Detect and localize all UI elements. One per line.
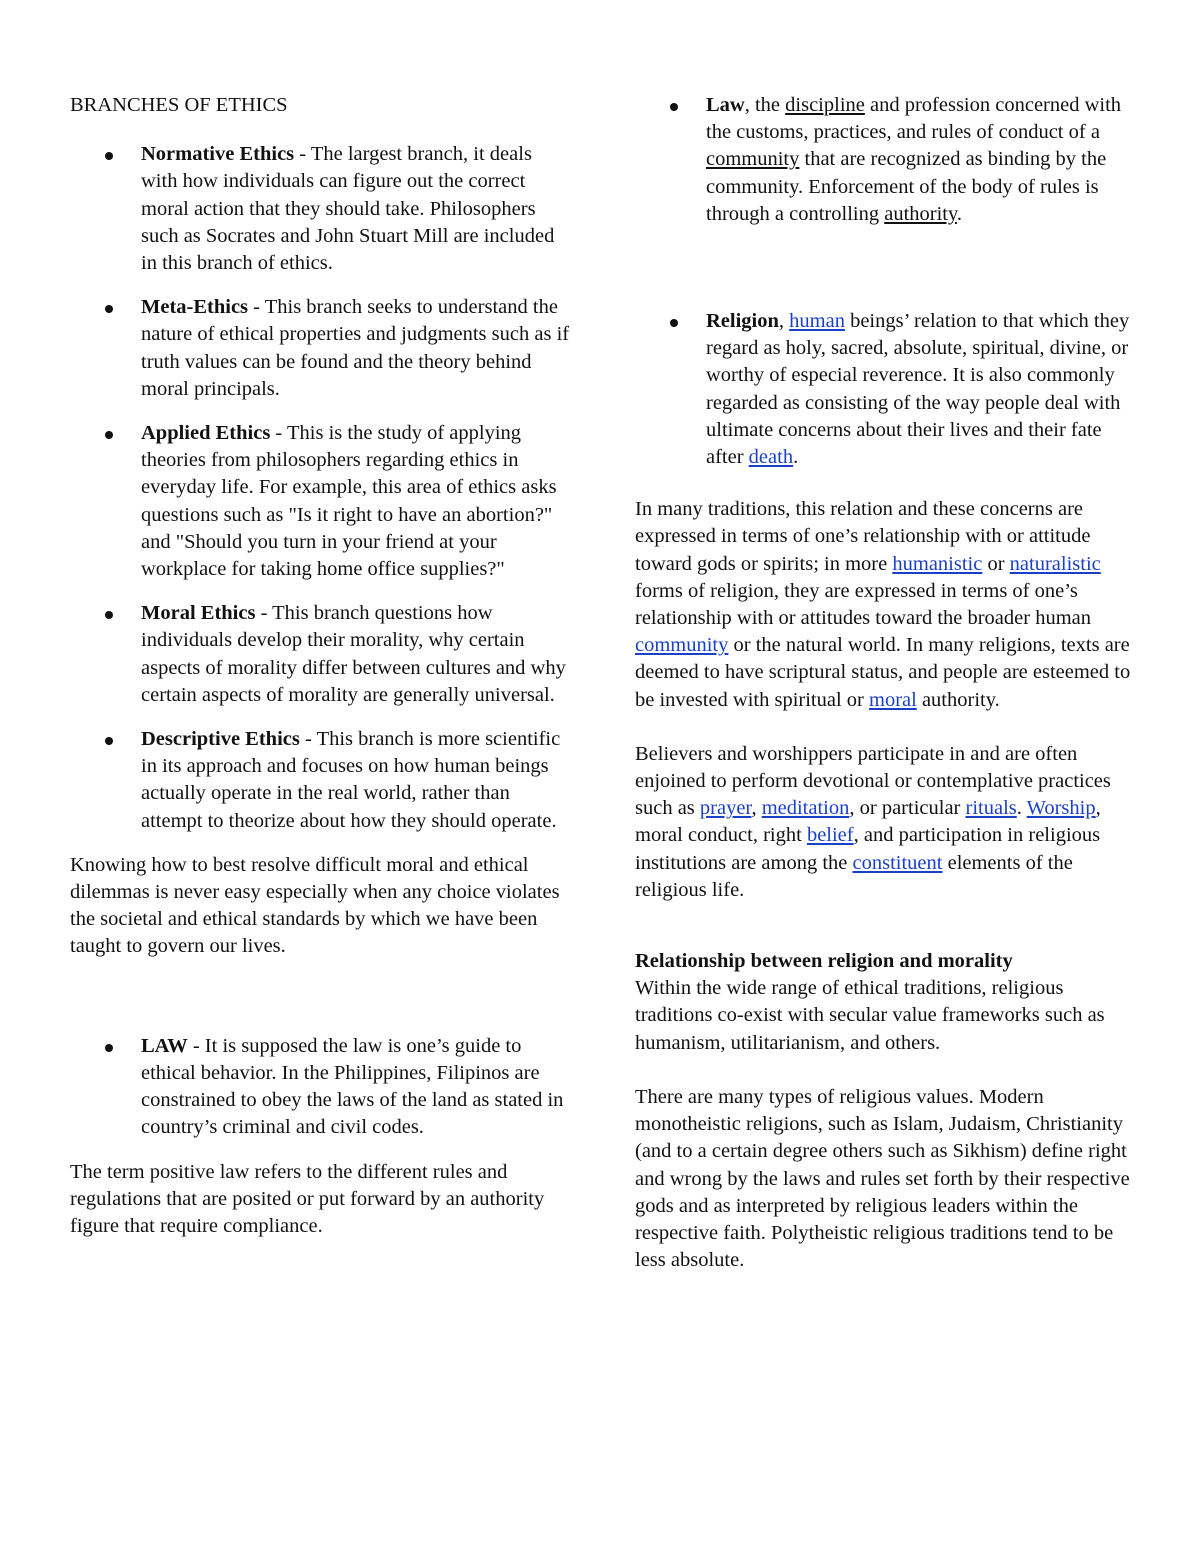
constituent-link[interactable]: constituent (852, 851, 943, 874)
branch-text: - This branch questions how individuals develop their morality, why certain aspects of morality differ between cultures and why certain aspects of morality are generally universal. (141, 602, 566, 706)
humanistic-link[interactable]: humanistic (892, 552, 983, 575)
branch-term: Moral Ethics (141, 602, 256, 625)
list-item (70, 294, 570, 403)
positive-law-paragraph: The term positive law refers to the different rules and regulations that are posited or put forward by an authority figure that require compliance. (70, 1160, 545, 1237)
bullet-icon (105, 431, 113, 439)
paragraph-text: In many traditions, this relation and these concerns are expressed in terms of one’s relationship with or attitude toward gods or spirits; in more (635, 498, 1091, 575)
law-term: LAW (141, 1034, 188, 1057)
list-item (70, 141, 570, 277)
paragraph-text: . (1016, 797, 1027, 820)
death-link[interactable]: death (748, 446, 794, 469)
paragraph-text: , (751, 797, 762, 820)
community-link[interactable]: community (635, 634, 729, 657)
paragraph-text: forms of religion, they are expressed in terms of one’s relationship with or attitudes toward the broader human (635, 579, 1092, 630)
law-list (70, 1033, 570, 1142)
religion-definition (635, 308, 1135, 471)
page-heading: BRANCHES OF ETHICS (70, 94, 288, 116)
law-text: and profession concerned with the customs, practices, and rules of conduct of a (706, 94, 1122, 144)
values-paragraph: There are many types of religious values. Modern monotheistic religions, such as Islam, Judaism, Christianity (and to a certain degree others such as Sikhism) define right and wrong by the laws and rules set forth by their respective gods and as interpreted by religious leaders within the respective faith. Polytheistic religious traditions tend to be less absolute. (635, 1085, 1130, 1272)
branch-term: Normative Ethics (141, 143, 295, 166)
paragraph-text: , and participation in religious institutions are among the (635, 824, 1101, 874)
bullet-icon (105, 152, 113, 160)
discipline-link[interactable]: discipline (785, 94, 865, 116)
bullet-icon (670, 319, 678, 327)
human-link[interactable]: human (789, 310, 845, 333)
religion-term: Religion (706, 310, 779, 333)
paragraph-text: elements of the religious life. (635, 851, 1073, 901)
rituals-link[interactable]: rituals (965, 797, 1017, 820)
bullet-icon (105, 611, 113, 619)
moral-link[interactable]: moral (869, 688, 917, 711)
bullet-icon (105, 737, 113, 745)
branch-text: - This branch is more scientific in its approach and focuses on how human beings actually operate in the real world, rather than attempt to theorize about how they should operate. (141, 728, 561, 832)
paragraph-text: Believers and worshippers participate in and are often enjoined to perform devotional or contemplative practices such as (635, 742, 1111, 820)
branch-text: - The largest branch, it deals with how individuals can figure out the correct moral action that they should take. Philosophers such as Socrates and John Stuart Mill are included in this branch of ethics. (141, 143, 555, 275)
paragraph-text: , or particular (849, 797, 966, 820)
prayer-link[interactable]: prayer (699, 797, 752, 820)
relationship-heading: Relationship between religion and morality (635, 950, 1013, 973)
naturalistic-link[interactable]: naturalistic (1009, 552, 1101, 575)
right-column (635, 92, 1135, 1291)
traditions-paragraph (635, 496, 1135, 714)
law-text: . (956, 202, 963, 225)
meditation-link[interactable]: meditation (761, 797, 850, 820)
definitions-list (635, 92, 1135, 471)
relationship-paragraph: Within the wide range of ethical traditions, religious traditions co-exist with secular value frameworks such as humanism, utilitarianism, and others. (635, 977, 1105, 1054)
believers-paragraph (635, 741, 1135, 904)
religion-text: , (778, 310, 790, 333)
list-item (70, 726, 570, 835)
paragraph-text: or (982, 552, 1010, 575)
branch-text: - This is the study of applying theories from philosophers regarding ethics in everyday life. For example, this area of ethics asks questions such as "Is it right to have an abortion?" and "Should you turn in your friend at your workplace for taking home office supplies?" (141, 422, 557, 581)
paragraph-text: or the natural world. In many religions, texts are deemed to have scriptural status, and people are esteemed to be invested with spiritual or (635, 634, 1131, 711)
branch-term: Descriptive Ethics (141, 728, 300, 751)
community-link[interactable]: community (706, 148, 800, 171)
branch-text: - This branch seeks to understand the nature of ethical properties and judgments such as if truth values can be found and the theory behind moral principals. (141, 296, 570, 400)
authority-link[interactable]: authority (884, 202, 957, 225)
list-item (70, 600, 570, 709)
law-definition (635, 92, 1135, 228)
paragraph-text: authority. (916, 688, 1000, 711)
bullet-icon (105, 305, 113, 313)
dilemma-paragraph: Knowing how to best resolve difficult moral and ethical dilemmas is never easy especially when any choice violates the societal and ethical standards by which we have been taught to govern our lives. (70, 853, 560, 958)
list-item (70, 1033, 570, 1142)
bullet-icon (105, 1044, 113, 1052)
branch-term: Applied Ethics (141, 422, 271, 445)
list-item (70, 420, 570, 583)
law-term: Law (706, 94, 745, 116)
law-text: - It is supposed the law is one’s guide to ethical behavior. In the Philippines, Filipinos are constrained to obey the laws of the land as stated in country’s criminal and civil codes. (141, 1034, 564, 1139)
religion-text: beings’ relation to that which they regard as holy, sacred, absolute, spiritual, divine, or worthy of especial reverence. It is also commonly regarded as consisting of the way people deal with ultimate concerns about their lives and their fate after (706, 310, 1130, 469)
branch-term: Meta-Ethics (141, 296, 249, 319)
law-text: , the (744, 94, 786, 116)
branches-list (70, 141, 570, 835)
left-column (70, 92, 570, 1257)
law-text: that are recognized as binding by the community. Enforcement of the body of rules is through a controlling (706, 148, 1107, 225)
belief-link[interactable]: belief (806, 824, 854, 847)
paragraph-text: , moral conduct, right (635, 797, 1101, 847)
worship-link[interactable]: Worship (1026, 797, 1096, 820)
bullet-icon (670, 103, 678, 111)
religion-text: . (793, 446, 799, 469)
